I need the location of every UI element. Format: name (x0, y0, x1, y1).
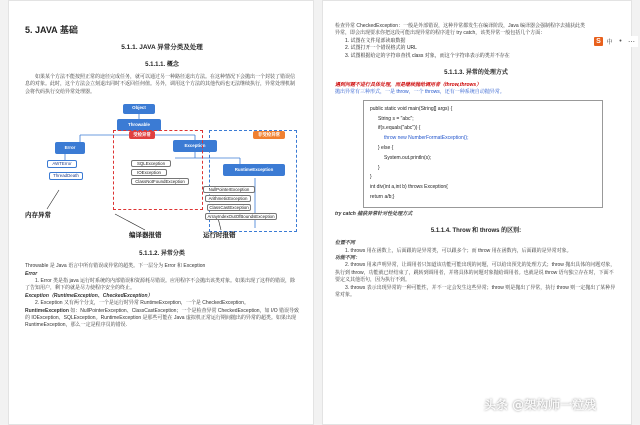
position-paragraph: 1. throws 用在函数上，后面跟的是异常类，可以跟多个；而 throw 用在函数内，后面跟的是异常对象。 (345, 247, 572, 254)
code-line: } else { (378, 145, 394, 152)
subsection-concept: 5.1.1.1. 概念 (145, 62, 179, 68)
runtime-paragraph (25, 308, 299, 330)
node-awterror: AWTError (47, 160, 77, 168)
code-line: public static void main(String[] args) { (370, 105, 453, 112)
node-nullpointer: NullPointerException (203, 186, 255, 193)
node-arithmetic: ArithmeticException (205, 195, 251, 202)
right-page (322, 0, 632, 425)
annotation-memory: 内存异常 (25, 211, 51, 220)
node-runtimeexception: RuntimeException (223, 164, 285, 176)
exception-paragraph: 2. Exception 又有两个分支，一个是运行时异常 RuntimeException，一个是 CheckedException。 (35, 300, 249, 307)
node-exception: Exception (173, 140, 217, 152)
annotation-runtime: 运行时报错 (203, 231, 236, 240)
function-heading: 功能不同： (335, 255, 361, 262)
node-classcast: ClassCastException (207, 204, 251, 211)
node-ioexception: IOException (131, 169, 167, 176)
concept-paragraph: 如果某个方法不能按照正常的途径完成任务，就可以通过另一种路径退出方法。在这种情况下会抛出一个封装了错误信息的对象。此时，这个方法会立刻退出同时不返回任何值。另外，调用这个方法的其他代码也无法继续执行，异常处理机制会将代码执行交给异常处理器。 (25, 74, 296, 95)
trycatch-line: try catch 捕获异常针对性处理方式 (335, 210, 413, 217)
code-line: throw new NumberFormatException(); (384, 135, 469, 142)
input-method-toolbar[interactable] (592, 36, 638, 47)
list-item: 3. 试图根据给定的字符串查找 class 对象，而这个字符串表示的类并不存在 (345, 52, 510, 59)
exception-heading: Exception（RuntimeException、CheckedException） (25, 292, 153, 299)
subsection-classification: 5.1.1.2. 异常分类 (139, 251, 185, 258)
checked-exception-paragraph: 检查异常 CheckedException：一般是外部错误，这种异常都发生在编译阶段，Java 编译器会强制程序去捕获此类异常，即会出现要求你把这段可能出现异常的程序进行 try catch，该类异常一般包括几个方面： (335, 23, 586, 37)
throw-intro-red: 遇到问题不进行具体处理，而是继续抛给调用者（throw,throws） (335, 82, 482, 89)
chapter-title: 5. JAVA 基础 (25, 25, 78, 35)
code-block (363, 100, 603, 208)
throw-forms-line: 抛出异常有三种形式，一是 throw，一个 throws，还有一种系统自动抛异常。 (335, 89, 505, 96)
left-page (8, 0, 314, 425)
runtime-label: RuntimeException (25, 307, 69, 314)
error-heading: Error (25, 270, 38, 277)
more-icon[interactable]: ⋯ (628, 38, 635, 46)
intro-text: Throwable 是 Java 语言中所有错误或异常的超类。下一层分为 Error 和 Exception (25, 263, 206, 270)
annotation-compile: 编译器报错 (129, 231, 162, 240)
exception-hierarchy-diagram (25, 102, 299, 240)
code-line: } (378, 164, 380, 171)
code-line: String s = "abc"; (378, 115, 414, 122)
punctuation-icon[interactable]: • (619, 38, 622, 45)
runtime-text: 如：NullPointerException、ClassCastException；一个是检查异常 CheckedException，如 I/O 错误导致的 IOException、SQLException。RuntimeException 是那些可能在 Java 虚拟机正常运行期间抛出的异常的超类。如果出现 RuntimeException，那么一定是程序员的错误. (25, 307, 299, 329)
code-line: } (370, 174, 372, 181)
code-line: return a/b;} (370, 194, 395, 201)
checked-exception-tag: 受检异常 (129, 131, 155, 139)
subsection-throw-vs-throws: 5.1.1.4. Throw 和 throws 的区别: (430, 228, 522, 235)
node-classnotfound: ClassNotFoundException (131, 178, 189, 185)
unchecked-exception-tag: 非受检异常 (253, 131, 285, 139)
position-heading: 位置不同 (335, 240, 356, 247)
list-item: 2. 试图打开一个错误格式的 URL (345, 45, 417, 52)
throwable-intro (25, 263, 299, 270)
node-sqlexception: SQLException (131, 160, 171, 167)
code-line: int div(int a,int b) throws Exception{ (370, 184, 448, 191)
function-paragraph-2: 3. throws 表示出现异常的一种可能性，并不一定会发生这些异常；throw 则是抛出了异常，执行 throw 则一定抛出了某种异常对象。 (335, 284, 616, 299)
code-line: System.out.println(s); (384, 154, 432, 161)
node-arrayindex: ArrayIndexOutOfBoundsException (205, 213, 277, 220)
function-paragraph-1: 2. throws 用来声明异常，让调用者只知道该功能可能出现的问题，可以给出预先的处理方式；throw 抛出具体的问题对象，执行到 throw，功能就已经结束了，跳转到调用者，并将具体的问题对象抛给调用者。也就是说 throw 语句独立存在时，下面不要定义其他语句，因为执行不到。 (335, 262, 616, 284)
list-item: 1. 试图在文件尾部读取数据 (345, 37, 406, 44)
watermark: 头条 @架构师一粒残 (484, 398, 597, 412)
sogou-s-icon[interactable]: S (594, 37, 603, 46)
error-paragraph: 1. Error 类是指 java 运行时系统的内部错误和资源耗尽错误。应用程序不会抛出该类对象。如果出现了这样的错误，除了告知用户，剩下的就是尽力使程序安全的终止。 (25, 278, 296, 292)
section-title: 5.1.1. JAVA 异常分类及处理 (121, 44, 203, 51)
node-threaddeath: ThreadDeath (49, 172, 83, 180)
node-error: Error (55, 142, 85, 154)
node-throwable: Throwable (117, 119, 161, 131)
subsection-handling: 5.1.1.3. 异常的处理方式 (444, 70, 508, 77)
node-object: Object (123, 104, 155, 114)
chinese-input-icon[interactable]: 中 (606, 40, 613, 46)
code-line: if(s.equals("abc")) { (378, 125, 421, 132)
